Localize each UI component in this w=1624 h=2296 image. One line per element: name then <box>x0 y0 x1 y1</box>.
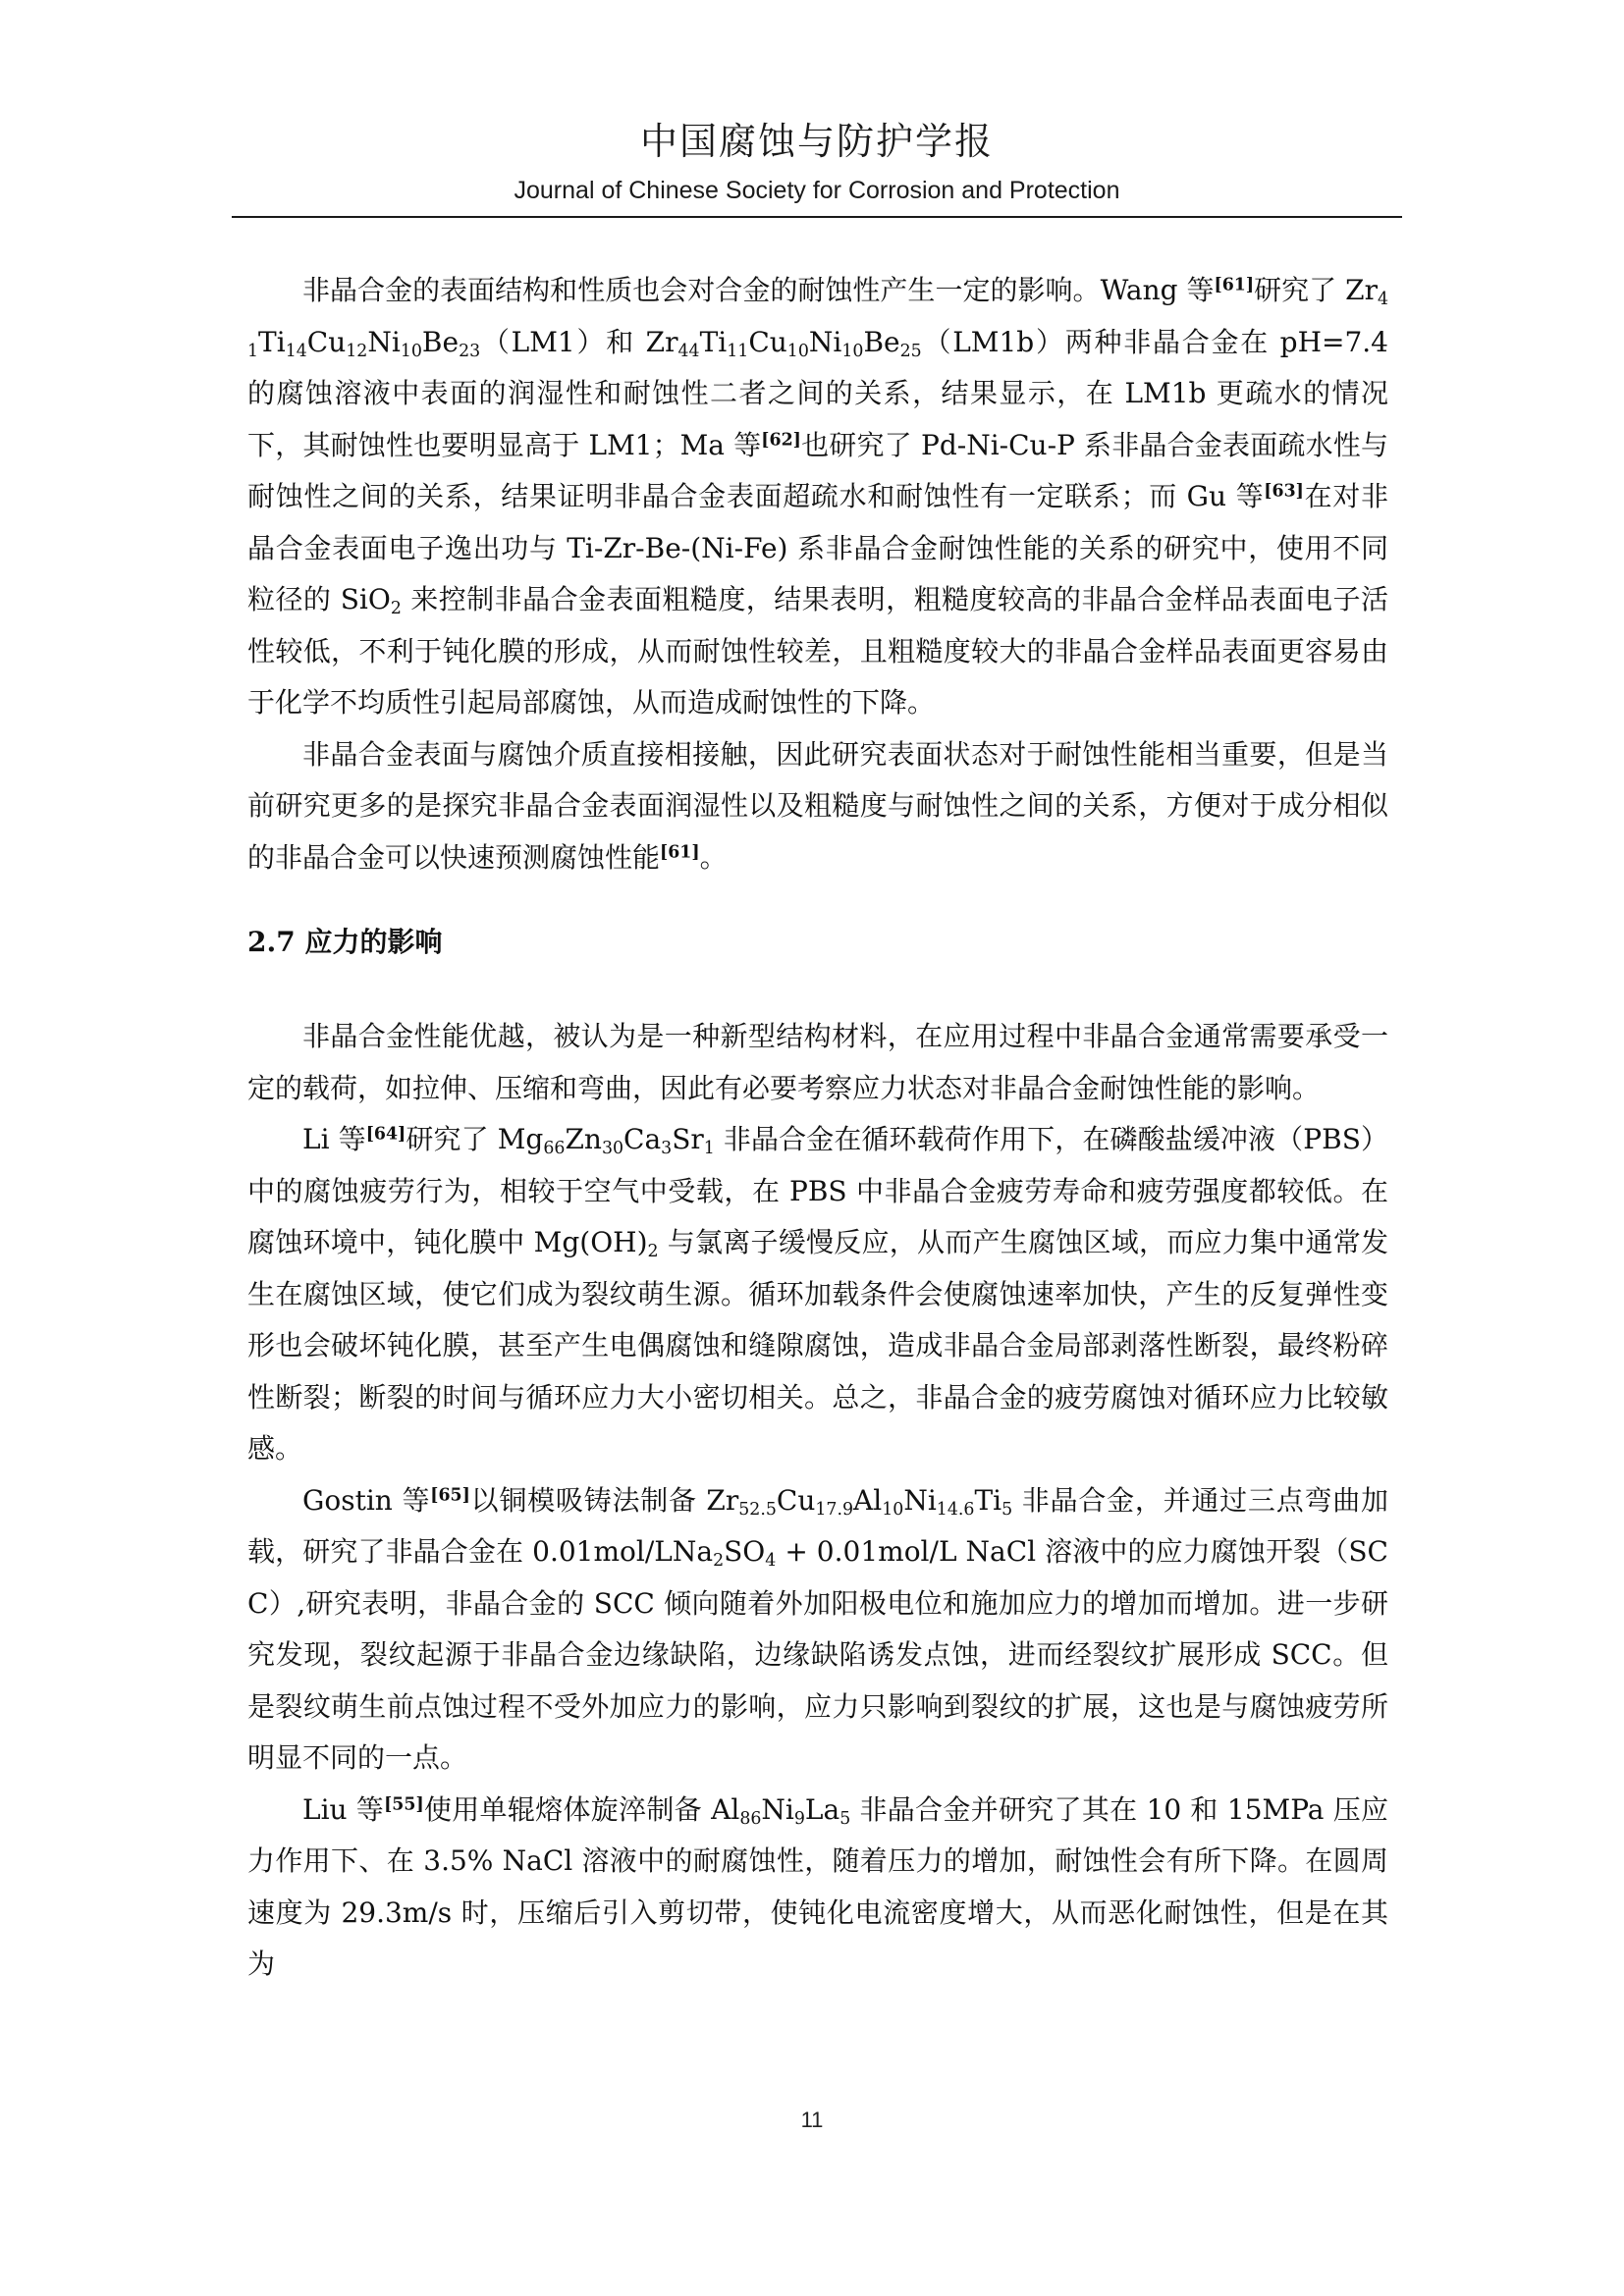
citation: [62] <box>761 429 801 450</box>
running-header <box>232 116 1402 210</box>
page-number: 11 <box>800 2108 824 2132</box>
paragraph-li-study: Li 等[64]研究了 $Mg_{66}Zn_{30}Ca_3Sr_1$ 非晶合金在循环载荷作用下，在磷酸盐缓冲液（PBS）中的腐蚀疲劳行为，相较于空气中受载，在 PBS 中非晶合金疲劳寿命和疲劳强度都较低。在腐蚀环境中，钝化膜中 $Mg(OH)_2$ 与氯离子缓慢反应，从而产生腐蚀区域，而应力集中通常发生在腐蚀区域，使它们成为裂纹萌生源。循环加载条件会使腐蚀速率加快，产生的反复弹性变形也会破坏钝化膜，甚至产生电偶腐蚀和缝隙腐蚀，造成非晶合金局部剥落性断裂，最终粉碎性断裂；断裂的时间与循环应力大小密切相关。总之，非晶合金的疲劳腐蚀对循环应力比较敏感。 <box>247 1123 1389 1465</box>
citation: [61] <box>1214 275 1255 295</box>
header-divider <box>232 216 1402 218</box>
paragraph-surface-summary: 非晶合金表面与腐蚀介质直接相接触，因此研究表面状态对于耐蚀性能相当重要，但是当前研究更多的是探究非晶合金表面润湿性以及粗糙度与耐蚀性之间的关系，方便对于成分相似的非晶合金可以快速预测腐蚀性能[61]。 <box>247 737 1388 874</box>
paragraph-surface-structure: 非晶合金的表面结构和性质也会对合金的耐蚀性产生一定的影响。Wang 等[61]研究了 $Zr_{41}Ti_{14}Cu_{12}Ni_{10}Be_{23}(LM1)$和 $Zr_{44}Ti_{11}Cu_{10}Ni_{10}Be_{25}(LM1b)$两种非晶合金在 pH=7.4 的腐蚀溶液中表面的润湿性和耐蚀性二者之间的关系，结果显示，在 LM1b 更疏水的情况下，其耐蚀性也要明显高于 LM1；Ma 等[62]也研究了 Pd-Ni-Cu-P 系非晶合金表面疏水性与耐蚀性之间的关系，结果证明非晶合金表面超疏水和耐蚀性有一定联系；而 Gu 等[63]在对非晶合金表面电子逸出功与 Ti-Zr-Be-(Ni-Fe) 系非晶合金耐蚀性能的关系的研究中，使用不同粒径的 SiO$_2$ 来控制非晶合金表面粗糙度，结果表明，粗糙度较高的非晶合金样品表面电子活性较低，不利于钝化膜的形成，从而耐蚀性较差，且粗糙度较大的非晶合金样品表面更容易由于化学不均质性引起局部腐蚀，从而造成耐蚀性的下降。 <box>247 274 1389 719</box>
paragraph-liu-study: Liu 等[55]使用单辊熔体旋淬制备 $Al_{86}Ni_9La_5$ 非晶合金并研究了其在 10 和 15MPa 压应力作用下、在 3.5% NaCl 溶液中的耐腐蚀性，随着压力的增加，耐蚀性会有所下降。在圆周速度为 29.3m/s 时，压缩后引入剪切带，使钝化电流密度增大，从而恶化耐蚀性，但是在其为 <box>247 1792 1388 1980</box>
citation: [55] <box>384 1793 424 1814</box>
paragraph-stress-intro: 非晶合金性能优越，被认为是一种新型结构材料，在应用过程中非晶合金通常需要承受一定的载荷，如拉伸、压缩和弯曲，因此有必要考察应力状态对非晶合金耐蚀性能的影响。 <box>247 1020 1388 1104</box>
citation: [65] <box>430 1484 470 1505</box>
citation: [61] <box>660 841 700 862</box>
alloy-formula-lm1b: $Zr_{44}Ti_{11}Cu_{10}Ni_{10}Be_{25}$ <box>645 325 922 361</box>
journal-title-english: Journal of Chinese Society for Corrosion and Protection <box>514 177 1120 204</box>
alloy-formula-lm1: $Zr_{41}Ti_{14}Cu_{12}Ni_{10}Be_{23}$ <box>247 274 1388 361</box>
alloy-formula-al: $Al_{86}Ni_9La_5$ <box>711 1792 851 1829</box>
alloy-formula-mg: $Mg_{66}Zn_{30}Ca_3Sr_1$ <box>497 1123 715 1159</box>
alloy-formula-zr: $Zr_{52.5}Cu_{17.9}Al_{10}Ni_{14.6}Ti_5$ <box>706 1483 1013 1520</box>
section-heading: 2.7 应力的影响 <box>247 926 443 958</box>
article-body <box>247 265 1388 1991</box>
citation: [64] <box>365 1124 406 1145</box>
citation: [63] <box>1264 481 1304 502</box>
journal-title-chinese: 中国腐蚀与防护学报 <box>639 120 994 163</box>
paragraph-gostin-study: Gostin 等[65]以铜模吸铸法制备 $Zr_{52.5}Cu_{17.9}Al_{10}Ni_{14.6}Ti_5$ 非晶合金，并通过三点弯曲加载，研究了非晶合金在 $0.01mol/LNa_2SO_4 + 0.01mol/L$ NaCl 溶液中的应力腐蚀开裂（SCC）,研究表明，非晶合金的 SCC 倾向随着外加阳极电位和施加应力的增加而增加。进一步研究发现，裂纹起源于非晶合金边缘缺陷，边缘缺陷诱发点蚀，进而经裂纹扩展形成 SCC。但是裂纹萌生前点蚀过程不受外加应力的影响，应力只影响到裂纹的扩展，这也是与腐蚀疲劳所明显不同的一点。 <box>247 1483 1388 1774</box>
